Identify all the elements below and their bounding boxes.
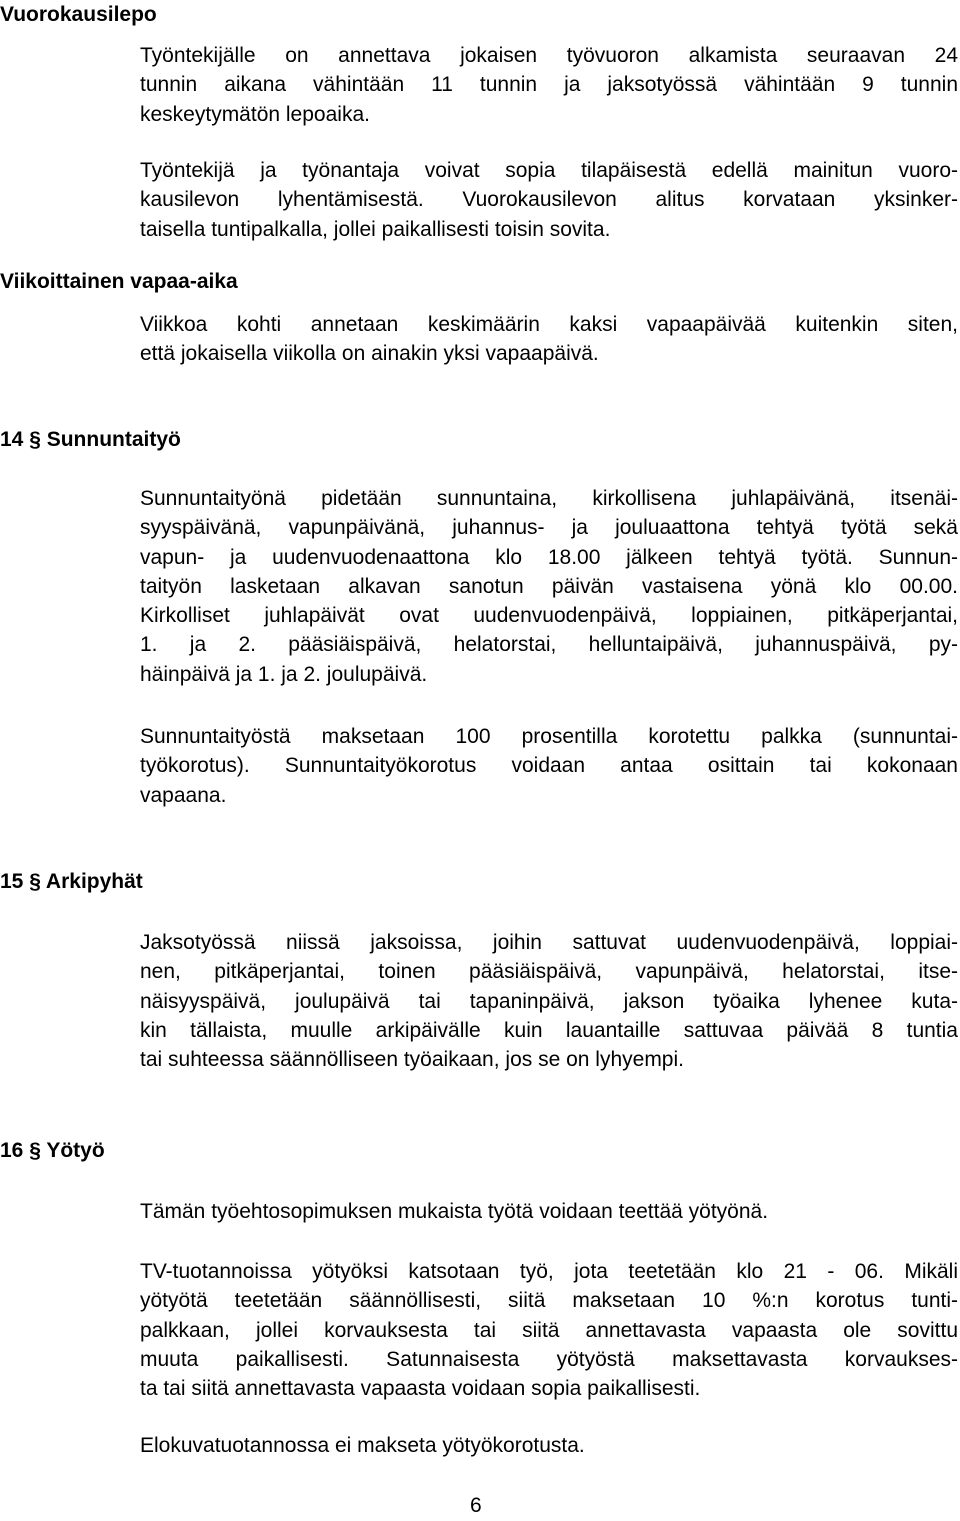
text-line: syyspäivänä, vapunpäivänä, juhannus- ja jouluaattona tehtyä työtä sekä [140,516,958,540]
text-line: taityön lasketaan alkavan sanotun päivän vastaisena yönä klo 00.00. [140,574,958,598]
paragraph-arkipyhat-1 [140,928,958,1074]
text-line: ta tai siitä annettavasta vapaasta voidaan sopia paikallisesti. [140,1377,701,1401]
text-line: Jaksotyössä niissä jaksoissa, joihin sattuvat uudenvuodenpäivä, loppiai- [140,931,958,954]
section-heading-15-arkipyhat: 15 § Arkipyhät [0,870,143,893]
text-line: palkkaan, jollei korvauksesta tai siitä annettavasta vapaasta ole sovittu [140,1318,958,1342]
paragraph-sunnuntaityo-1 [140,484,958,689]
paragraph-viikoittainen-1 [140,310,958,369]
text-line: taisella tuntipalkalla, jollei paikallisesti toisin sovita. [140,217,611,241]
paragraph-yotyo-3 [140,1431,958,1460]
section-heading-14-sunnuntaityo: 14 § Sunnuntaityö [0,428,181,451]
text-line: Työntekijä ja työnantaja voivat sopia tilapäisestä edellä mainitun vuoro- [140,159,958,182]
text-line: häinpäivä ja 1. ja 2. joulupäivä. [140,662,428,686]
page-number: 6 [470,1494,482,1517]
paragraph-vuorokausilepo-2 [140,156,958,244]
paragraph-yotyo-1 [140,1197,958,1226]
text-line: tai suhteessa säännölliseen työaikaan, jos se on lyhyempi. [140,1048,684,1072]
text-line: näisyyspäivä, joulupäivä tai tapaninpäivä, jakson työaika lyhenee kuta- [140,989,958,1013]
text-line: nen, pitkäperjantai, toinen pääsiäispäivä, vapunpäivä, helatorstai, itse- [140,960,958,984]
section-heading-vuorokausilepo: Vuorokausilepo [0,3,157,26]
text-line: 1. ja 2. pääsiäispäivä, helatorstai, helluntaipäivä, juhannuspäivä, py- [140,633,958,657]
text-line: kin tällaista, muulle arkipäivälle kuin lauantaille sattuvaa päivää 8 tuntia [140,1018,958,1042]
text-line: Tämän työehtosopimuksen mukaista työtä voidaan teettää yötyönä. [140,1200,769,1223]
text-line: kausilevon lyhentämisestä. Vuorokausilevon alitus korvataan yksinker- [140,188,958,212]
text-line: keskeytymätön lepoaika. [140,102,370,126]
text-line: vapun- ja uudenvuodenaattona klo 18.00 jälkeen tehtyä työtä. Sunnun- [140,545,958,569]
text-line: tunnin aikana vähintään 11 tunnin ja jaksotyössä vähintään 9 tunnin [140,73,958,97]
paragraph-vuorokausilepo-1 [140,41,958,129]
section-heading-16-yotyo: 16 § Yötyö [0,1139,105,1162]
text-line: että jokaisella viikolla on ainakin yksi vapaapäivä. [140,342,599,366]
section-heading-viikoittainen-vapaa-aika: Viikoittainen vapaa-aika [0,270,238,293]
text-line: työkorotus). Sunnuntaityökorotus voidaan antaa osittain tai kokonaan [140,754,958,778]
text-line: TV-tuotannoissa yötyöksi katsotaan työ, jota teetetään klo 21 - 06. Mikäli [140,1260,958,1283]
text-line: Kirkolliset juhlapäivät ovat uudenvuodenpäivä, loppiainen, pitkäperjantai, [140,604,958,628]
paragraph-sunnuntaityo-2 [140,722,958,810]
paragraph-yotyo-2 [140,1257,958,1403]
text-line: vapaana. [140,783,227,807]
text-line: Sunnuntaityönä pidetään sunnuntaina, kirkollisena juhlapäivänä, itsenäi- [140,487,958,510]
text-line: Sunnuntaityöstä maksetaan 100 prosentilla korotettu palkka (sunnuntai- [140,725,958,748]
text-line: yötyötä teetetään säännöllisesti, siitä maksetaan 10 %:n korotus tunti- [140,1289,958,1313]
text-line: Elokuvatuotannossa ei makseta yötyökorotusta. [140,1434,585,1457]
text-line: Työntekijälle on annettava jokaisen työvuoron alkamista seuraavan 24 [140,44,958,67]
text-line: muuta paikallisesti. Satunnaisesta yötyöstä maksettavasta korvaukses- [140,1347,958,1371]
text-line: Viikkoa kohti annetaan keskimäärin kaksi vapaapäivää kuitenkin siten, [140,313,958,336]
